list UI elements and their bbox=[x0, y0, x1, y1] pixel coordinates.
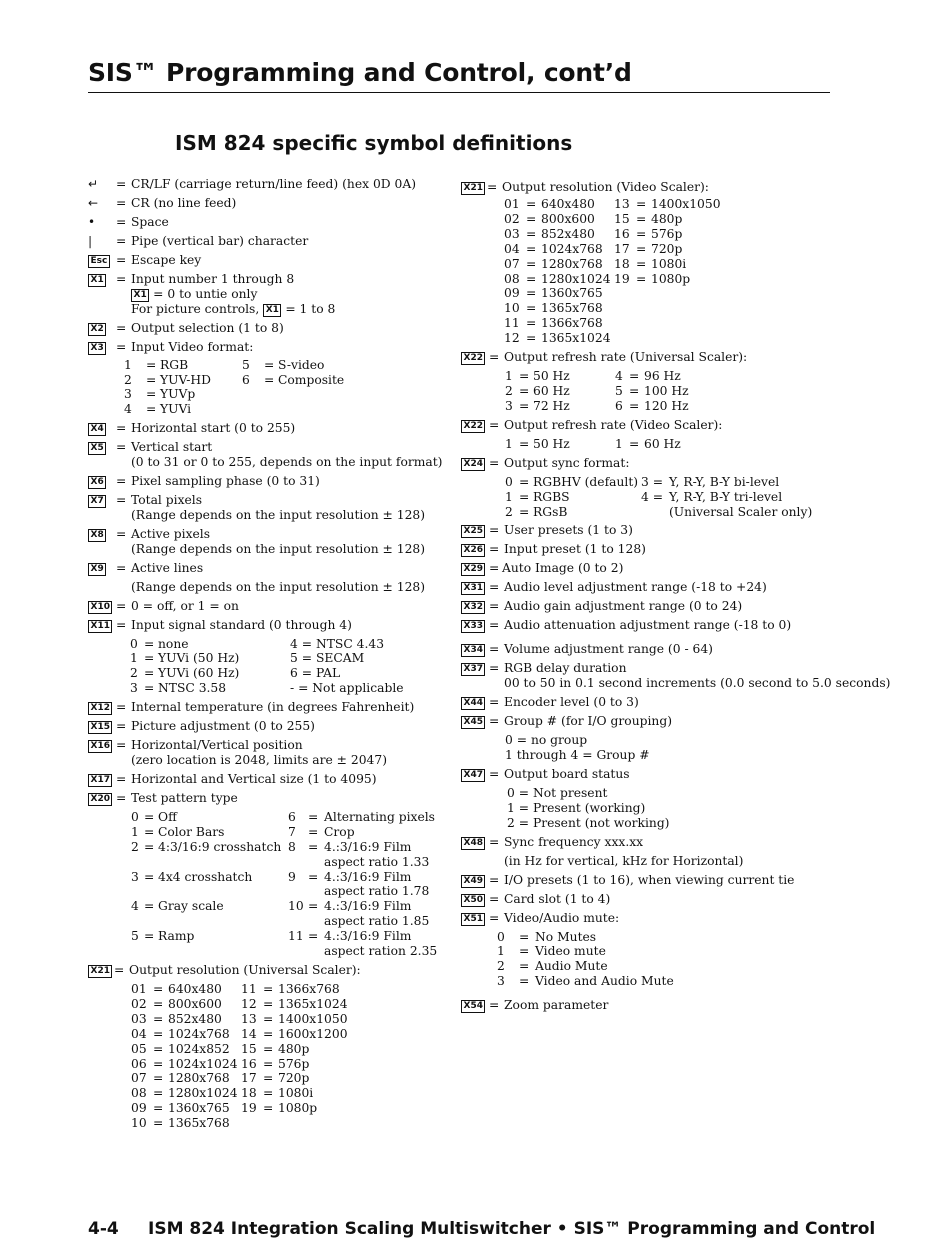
symbol-row-esc: Esc = Escape key bbox=[88, 253, 450, 268]
page-header-title: SIS™ Programming and Control, cont’d bbox=[88, 58, 632, 87]
bullet-icon: • bbox=[88, 214, 96, 229]
symbol-row-x48: X48 = Sync frequency xxx.xx (in Hz for vertical, kHz for Horizontal) bbox=[461, 835, 901, 869]
symbol-row-x4: X4 = Horizontal start (0 to 255) bbox=[88, 421, 450, 436]
resolution-entry: 08 = 1280x1024 bbox=[504, 271, 611, 286]
resolution-entry: 17 = 720p bbox=[241, 1071, 310, 1086]
symbol-row-x45: X45 = Group # (for I/O grouping) bbox=[461, 714, 901, 729]
symbol-row-x16: X16 = Horizontal/Vertical position (zero location is 2048, limits are ± 2047) bbox=[88, 738, 450, 768]
return-arrow-icon: ↵ bbox=[88, 177, 99, 191]
symbol-row-x22-universal: X22 = Output refresh rate (Universal Scaler): bbox=[461, 350, 901, 365]
symbol-row-x21-universal: X21 = Output resolution (Universal Scaler): bbox=[88, 963, 450, 978]
symbol-row-x20: X20 = Test pattern type bbox=[88, 791, 450, 806]
header-rule bbox=[88, 92, 830, 93]
symbol-row-x2: X2 = Output selection (1 to 8) bbox=[88, 321, 450, 336]
resolution-entry: 04 = 1024x768 bbox=[131, 1026, 230, 1041]
resolution-entry: 03 = 852x480 bbox=[131, 1011, 222, 1026]
x22-video-rate-list: 1 = 50 Hz 1 = 60 Hz bbox=[505, 436, 681, 451]
left-arrow-icon: ← bbox=[88, 195, 99, 210]
symbol-row-cr: ← = CR (no line feed) bbox=[88, 195, 237, 210]
resolution-entry: 03 = 852x480 bbox=[504, 226, 595, 241]
x21-universal-resolution-list bbox=[88, 982, 450, 1131]
resolution-entry: 01 = 640x480 bbox=[504, 197, 595, 211]
resolution-entry: 13 = 1400x1050 bbox=[241, 1011, 348, 1026]
symbol-row-x50: X50 = Card slot (1 to 4) bbox=[461, 892, 901, 907]
resolution-entry: 07 = 1280x768 bbox=[131, 1071, 230, 1086]
symbol-row-x10: X10 = 0 = off, or 1 = on bbox=[88, 599, 450, 614]
symbol-row-x49: X49 = I/O presets (1 to 16), when viewing current tie bbox=[461, 873, 901, 888]
left-column: ↵ = CR/LF (carriage return/line feed) (hex 0D 0A) ← = CR (no line feed) • = Space | = Pipe (vertical bar) character Esc = Escape key X1 = Input number 1 through 8 X1 = 0 to untie only For picture controls, X1 = 1 to 8 X2 = Output selection (1 to 8) X3 = Input Video format: 1 = RGB 5 = S-video 2 = YUV-HD 6 = Composite 3 = YUVp 4 = YUVi X4 = Horizontal start (0 to 255) X5 = Vertical start (0 to 31 or 0 to 255, depends on the input format) X6 = Pixel sampling phase (0 to 31) X7 = Total pixels (Range depends on the input resolution ± 128) X8 = Active pixels (Range depends on the input resolution ± 128) X9 = Active lines (Range depends on the input resolution ± 128) X10 = 0 = off, or 1 = on X11 = Input signal standard (0 through 4) 0 = none 4 = NTSC 4.43 1 = YUVi (50 Hz) 5 = SECAM 2 = YUVi (60 Hz) 6 = PAL 3 = NTSC 3.58 - = Not applicable X12 = Internal temperature (in degrees Fahrenheit) X15 = Picture adjustment (0 to 255) X16 = Horizontal/Vertical position (zero location is 2048, limits are ± 2047) X17 = Horizontal and Vertical size (1 to 4095) X20 = Test pattern type 0 = Off 6 = Alternating pixels 1 = Color Bars 7 = Crop 2 = 4:3/16:9 crosshatch 8 = 4.:3/16:9 Film aspect ratio 1.33 3 = 4x4 crosshatch 9 = 4.:3/16:9 Film aspect ratio 1.78 4 = Gray scale 10 = 4.:3/16:9 Film aspect ratio 1.85 5 = Ramp 11 = 4.:3/16:9 Film aspect ration 2.35 X21 = Output resolution (Universal Scaler): 01 = 640x480 02 = 800x600 03 = 852x480 04 = 1024x768 05 = 1024x852 06 = 1024x1024 07 = 1280x768 08 = 1280x1024 09 = 1360x765 10 = 1365x768 11 = 1366x768 12 = 1365x1024 13 = 1400x1050 14 = 1600x1200 15 = 480p 16 = 576p 17 = 720p 18 = 1080i 19 = 1080p bbox=[88, 177, 450, 1131]
symbol-row-x8: X8 = Active pixels (Range depends on the input resolution ± 128) bbox=[88, 527, 450, 557]
esc-key-icon: Esc bbox=[88, 255, 110, 268]
x51-mute-list: 0 = No Mutes 1 = Video mute 2 = Audio Mute 3 = Video and Audio Mute bbox=[497, 929, 674, 989]
symbol-row-x5: X5 = Vertical start (0 to 31 or 0 to 255, depends on the input format) bbox=[88, 440, 450, 470]
symbol-row-x7: X7 = Total pixels (Range depends on the input resolution ± 128) bbox=[88, 493, 450, 523]
resolution-entry: 05 = 1024x852 bbox=[131, 1041, 230, 1056]
symbol-row-x17: X17 = Horizontal and Vertical size (1 to 4095) bbox=[88, 772, 450, 787]
resolution-entry: 08 = 1280x1024 bbox=[131, 1086, 238, 1101]
symbol-row-x12: X12 = Internal temperature (in degrees Fahrenheit) bbox=[88, 700, 450, 715]
resolution-entry: 06 = 1024x1024 bbox=[131, 1056, 238, 1071]
resolution-entry: 12 = 1365x1024 bbox=[504, 331, 611, 346]
resolution-entry: 09 = 1360x765 bbox=[131, 1101, 230, 1116]
x21-video-resolution-list bbox=[461, 197, 901, 346]
symbol-row-pipe: | = Pipe (vertical bar) character bbox=[88, 233, 309, 248]
x1-label: X1 bbox=[88, 274, 106, 287]
symbol-row-x24: X24 = Output sync format: bbox=[461, 456, 901, 471]
symbol-row-x15: X15 = Picture adjustment (0 to 255) bbox=[88, 719, 450, 734]
resolution-entry: 01 = 640x480 bbox=[131, 982, 222, 996]
symbol-row-x32: X32 = Audio gain adjustment range (0 to 24) bbox=[461, 599, 901, 614]
resolution-entry: 12 = 1365x1024 bbox=[241, 996, 348, 1011]
right-column: X21 = Output resolution (Video Scaler): 01 = 640x480 02 = 800x600 03 = 852x480 04 = 1024x768 07 = 1280x768 08 = 1280x1024 09 = 1360x765 10 = 1365x768 11 = 1366x768 12 = 1365x1024 13 = 1400x1050 15 = 480p 16 = 576p 17 = 720p 18 = 1080i 19 = 1080p X22 = Output refresh rate (Universal Scaler): 1 = 50 Hz 4 = 96 Hz 2 = 60 Hz 5 = 100 Hz 3 = 72 Hz 6 = 120 Hz X22 = Output refresh rate (Video Scaler): 1 = 50 Hz 1 = 60 Hz X24 = Output sync format: 0 = RGBHV (default) 3 = Y, R-Y, B-Y bi-level 1 = RGBS 4 = Y, R-Y, B-Y tri-level 2 = RGsB (Universal Scaler only) X25 = User presets (1 to 3) X26 = Input preset (1 to 128) X29 = Auto Image (0 to 2) X31 = Audio level adjustment range (-18 to +24) X32 = Audio gain adjustment range (0 to 24) X33 = Audio attenuation adjustment range (-18 to 0) X34 = Volume adjustment range (0 - 64) X37 = RGB delay duration 00 to 50 in 0.1 second increments (0.0 second to 5.0 seconds) X44 = Encoder level (0 to 3) X45 = Group # (for I/O grouping) 0 = no group 1 through 4 = Group # X47 = Output board status 0 = Not present 1 = Present (working) 2 = Present (not working) X48 = Sync frequency xxx.xx (in Hz for vertical, kHz for Horizontal) X49 = I/O presets (1 to 16), when viewing current tie X50 = Card slot (1 to 4) X51 = Video/Audio mute: 0 = No Mutes 1 = Video mute 2 = Audio Mute 3 = Video and Audio Mute X54 = Zoom parameter bbox=[461, 180, 901, 1013]
symbol-row-x51: X51 = Video/Audio mute: bbox=[461, 911, 901, 926]
x11-standard-list: 0 = none 4 = NTSC 4.43 1 = YUVi (50 Hz) 5 = SECAM 2 = YUVi (60 Hz) 6 = PAL 3 = NTSC 3.58 - = Not applicable bbox=[130, 636, 404, 696]
symbol-row-x44: X44 = Encoder level (0 to 3) bbox=[461, 695, 901, 710]
resolution-entry: 02 = 800x600 bbox=[131, 996, 222, 1011]
resolution-entry: 14 = 1600x1200 bbox=[241, 1026, 348, 1041]
resolution-entry: 04 = 1024x768 bbox=[504, 241, 603, 256]
symbol-row-x54: X54 = Zoom parameter bbox=[461, 998, 901, 1013]
resolution-entry: 13 = 1400x1050 bbox=[614, 197, 721, 211]
symbol-row-x33: X33 = Audio attenuation adjustment range (-18 to 0) bbox=[461, 618, 901, 633]
symbol-row-x47: X47 = Output board status bbox=[461, 767, 901, 782]
resolution-entry: 10 = 1365x768 bbox=[131, 1116, 230, 1131]
x24-sync-format-list: 0 = RGBHV (default) 3 = Y, R-Y, B-Y bi-level 1 = RGBS 4 = Y, R-Y, B-Y tri-level 2 = RGsB (Universal Scaler only) bbox=[505, 474, 813, 519]
resolution-entry: 15 = 480p bbox=[614, 211, 683, 226]
symbol-row-x26: X26 = Input preset (1 to 128) bbox=[461, 542, 901, 557]
resolution-entry: 10 = 1365x768 bbox=[504, 301, 603, 316]
x3-format-list: 1 = RGB 5 = S-video 2 = YUV-HD 6 = Composite 3 = YUVp 4 = YUVi bbox=[124, 357, 345, 417]
resolution-entry: 09 = 1360x765 bbox=[504, 286, 603, 301]
symbol-row-x31: X31 = Audio level adjustment range (-18 to +24) bbox=[461, 580, 901, 595]
footer-page-number: 4-4 bbox=[88, 1219, 119, 1239]
resolution-entry: 11 = 1366x768 bbox=[241, 982, 340, 996]
section-title: ISM 824 specific symbol definitions bbox=[175, 131, 573, 155]
resolution-entry: 18 = 1080i bbox=[614, 256, 687, 271]
resolution-entry: 07 = 1280x768 bbox=[504, 256, 603, 271]
resolution-entry: 18 = 1080i bbox=[241, 1086, 314, 1101]
symbol-row-x9: X9 = Active lines (Range depends on the input resolution ± 128) bbox=[88, 561, 450, 595]
resolution-entry: 16 = 576p bbox=[614, 226, 683, 241]
resolution-entry: 11 = 1366x768 bbox=[504, 316, 603, 331]
symbol-row-x1: X1 = Input number 1 through 8 bbox=[88, 272, 450, 287]
symbol-row-x3: X3 = Input Video format: bbox=[88, 340, 450, 355]
pipe-icon: | bbox=[88, 233, 93, 248]
resolution-entry: 17 = 720p bbox=[614, 241, 683, 256]
symbol-row-x37: X37 = RGB delay duration 00 to 50 in 0.1 second increments (0.0 second to 5.0 seconds) bbox=[461, 661, 901, 691]
resolution-entry: 15 = 480p bbox=[241, 1041, 310, 1056]
symbol-row-x21-video: X21 = Output resolution (Video Scaler): bbox=[461, 180, 901, 195]
resolution-entry: 19 = 1080p bbox=[241, 1101, 318, 1116]
resolution-entry: 16 = 576p bbox=[241, 1056, 310, 1071]
x20-pattern-list: 0 = Off 6 = Alternating pixels 1 = Color Bars 7 = Crop 2 = 4:3/16:9 crosshatch 8 = 4.:3/16:9 Film aspect ratio 1.33 3 = 4x4 crosshatch 9 = 4.:3/16:9 Film aspect ratio 1.78 4 = Gray scale 10 = 4.:3/16:9 Film aspect ratio 1.85 5 = Ramp 11 = 4.:3/16:9 Film aspect ration 2.35 bbox=[131, 809, 438, 959]
symbol-row-space: • = Space bbox=[88, 214, 169, 229]
symbol-row-x25: X25 = User presets (1 to 3) bbox=[461, 523, 901, 538]
symbol-row-cr-lf: ↵ = CR/LF (carriage return/line feed) (hex 0D 0A) bbox=[88, 177, 417, 191]
symbol-row-x34: X34 = Volume adjustment range (0 - 64) bbox=[461, 642, 901, 657]
symbol-row-x6: X6 = Pixel sampling phase (0 to 31) bbox=[88, 474, 450, 489]
symbol-row-x22-video: X22 = Output refresh rate (Video Scaler): bbox=[461, 418, 901, 433]
footer-title: ISM 824 Integration Scaling Multiswitcher • SIS™ Programming and Control bbox=[148, 1219, 876, 1239]
symbol-row-x11: X11 = Input signal standard (0 through 4) bbox=[88, 618, 450, 633]
resolution-entry: 19 = 1080p bbox=[614, 271, 691, 286]
symbol-row-x29: X29 = Auto Image (0 to 2) bbox=[461, 561, 901, 576]
x22-universal-rate-list: 1 = 50 Hz 4 = 96 Hz 2 = 60 Hz 5 = 100 Hz 3 = 72 Hz 6 = 120 Hz bbox=[505, 369, 689, 413]
resolution-entry: 02 = 800x600 bbox=[504, 211, 595, 226]
